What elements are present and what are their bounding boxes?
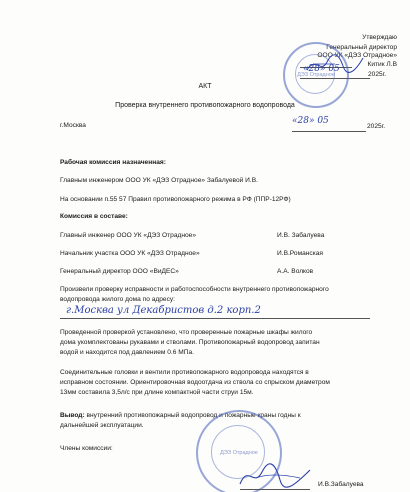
basis-line: На основании п.55 57 Правил противопожарного режима в РФ (ППР-12РФ): [60, 196, 291, 203]
address-line: [60, 318, 370, 319]
conclusion-label: Вывод:: [60, 412, 85, 419]
para2-line: исправном состоянии. Ориентировочная водоотдача из ствола со спрыском диаметром: [60, 379, 330, 386]
approval-signature: [305, 52, 365, 76]
para2-line: Соединительные головки и вентили противопожарного водопровода находятся в: [60, 369, 309, 376]
act-date-year: 2025г.: [367, 123, 386, 130]
approval-company-line: ООО УК «ДЭЗ Отрадное»: [317, 52, 397, 59]
member-signature: [236, 462, 316, 490]
act-title: АКТ: [198, 83, 212, 90]
stamp-text-top: ДЭЗ Отрадное: [297, 72, 335, 78]
signatures-header: Члены комиссии:: [60, 445, 113, 452]
commission-header: Рабочая комиссия назначенная:: [60, 159, 166, 166]
approval-title-line: Генеральный директор: [326, 44, 397, 51]
member-role: Главный инженер ООО УК «ДЭЗ Отрадное»: [60, 232, 196, 239]
act-city: г.Москва: [60, 122, 86, 129]
commission-line: Главным инженером ООО УК «ДЭЗ Отрадное» Забалуевой И.В.: [60, 177, 258, 184]
approval-date-year: 2025г.: [368, 71, 387, 78]
stamp-text-bottom: ДЭЗ Отрадное: [220, 450, 258, 456]
member-role: Начальник участка ООО УК «ДЭЗ Отрадное»: [60, 250, 200, 257]
act-subtitle: Проверка внутреннего противопожарного водопровода: [115, 102, 295, 109]
member-name: И.В. Забалуева: [277, 232, 325, 239]
para2-line: 13мм составила 3,5л/с при длине компактной части струи 15м.: [60, 389, 254, 396]
members-header: Комиссия в составе:: [60, 213, 128, 220]
approval-heading: Утверждаю: [362, 34, 397, 41]
act-hand-date: «28» 05: [292, 116, 329, 126]
conclusion-line-2: дальнейшей эксплуатации.: [60, 422, 144, 429]
member-name: А.А. Волков: [277, 268, 314, 275]
para1-line: дома укомплектованы рукавами и стволами. Противопожарный водопровод запитан: [60, 339, 320, 346]
address-handwritten: г.Москва ул Декабристов д.2 корп.2: [66, 305, 261, 316]
member-role: Генеральный директор ООО «ВиДЕС»: [60, 268, 179, 275]
check-line-2: водопровода жилого дома по адресу:: [60, 296, 176, 303]
conclusion-text: внутренний противопожарный водопровод и пожарные краны годны к: [84, 412, 301, 419]
act-date-line: [292, 131, 366, 132]
member-name: И.В.Романская: [277, 250, 323, 257]
para1-line: Проведенной проверкой установлено, что проверенные пожарные шкафы жилого: [60, 329, 313, 336]
check-line-1: Произвели проверку исправности и работоспособности внутреннего противопожарного: [60, 286, 329, 293]
signature-line: [240, 489, 310, 490]
approval-director-name: Китик Л.В: [367, 61, 397, 68]
para1-line: водой и находится под давлением 0.6 МПа.: [60, 349, 194, 356]
approval-hand-date: «28» 05: [303, 64, 340, 74]
signer-name: И.В.Забалуева: [318, 481, 364, 488]
